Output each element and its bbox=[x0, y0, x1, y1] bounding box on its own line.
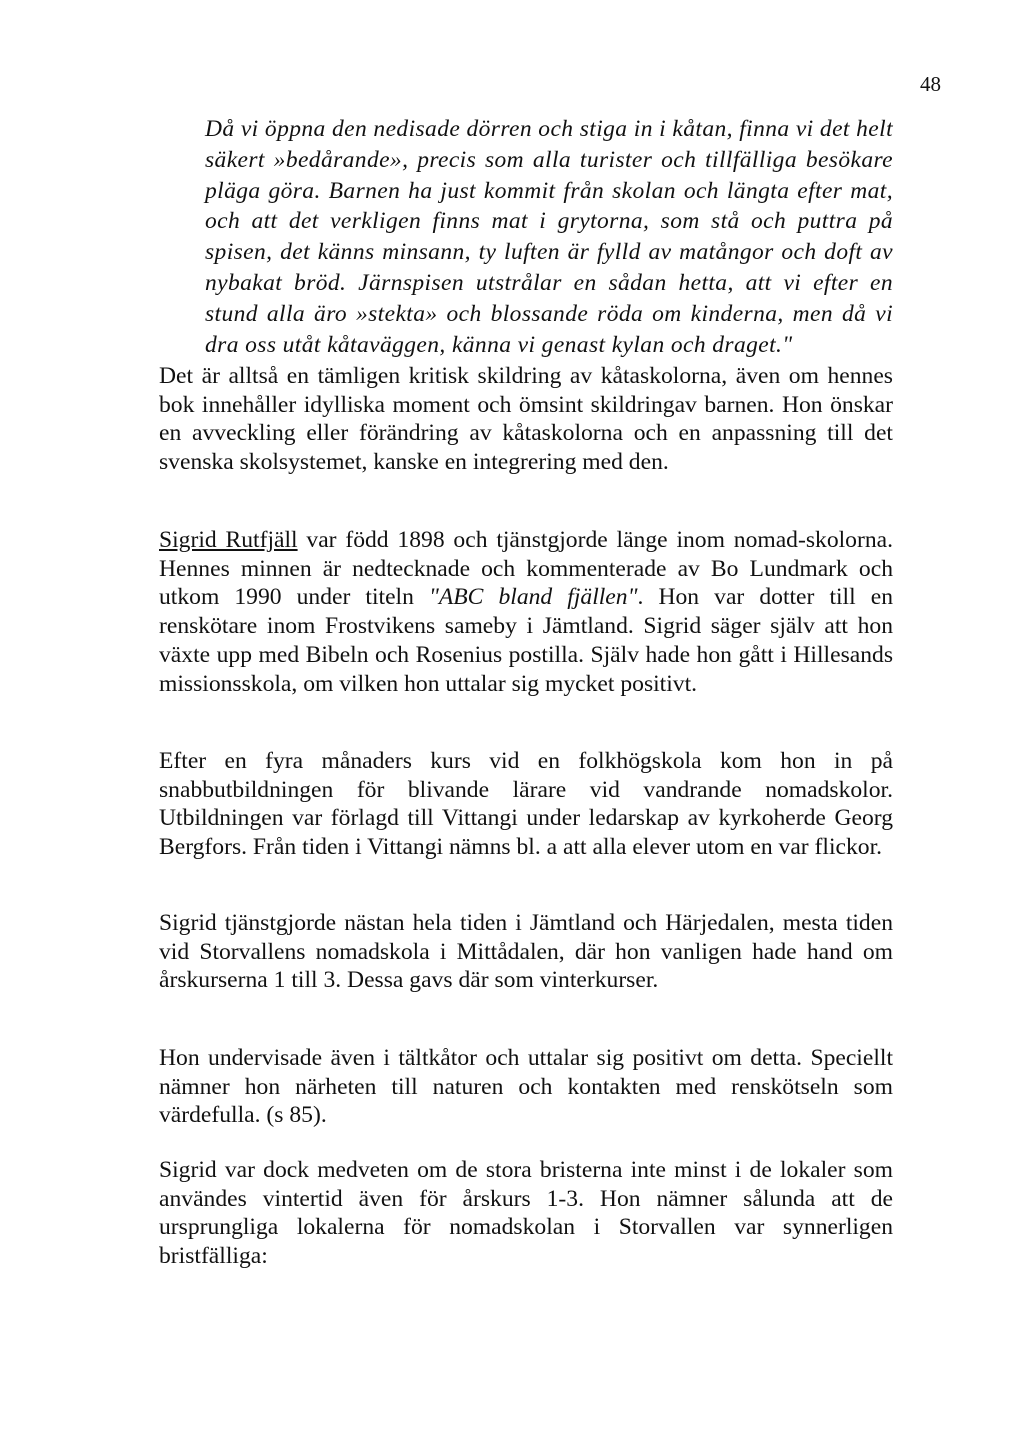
paragraph-tents: Hon undervisade även i tältkåtor och uttalar sig positivt om detta. Speciellt nämner hon närheten till naturen och kontakten med renskötseln som värdefulla. (s 85). bbox=[159, 1045, 893, 1129]
page-number: 48 bbox=[920, 72, 941, 96]
book-title: "ABC bland fjällen" bbox=[428, 584, 638, 611]
paragraph-critique: Det är alltså en tämligen kritisk skildring av kåtaskolorna, även om hennes bok innehåller idylliska moment och ömsint skildringav barnen. Hon önskar en avveckling eller förändring av kåtaskolorna och en anpassning till det svenska skolsystemet, kanske en integrering med den. bbox=[159, 363, 893, 476]
paragraph-service: Sigrid tjänstgjorde nästan hela tiden i Jämtland och Härjedalen, mesta tiden vid Storvallens nomadskola i Mittådalen, där hon vanligen hade hand om årskurserna 1 till 3. Dessa gavs där som vinterkurser. bbox=[159, 910, 893, 994]
block-quote: Då vi öppna den nedisade dörren och stiga in i kåtan, finna vi det helt säkert »bedårande», precis som alla turister och tillfälliga besökare pläga göra. Barnen ha just kommit från skolan och längta efter mat, och att det verkligen finns mat i grytorna, som stå och puttra på spisen, det känns minsann, ty luften är fylld av matångor och doft av nybakat bröd. Järnspisen utstrålar en sådan hetta, att vi efter en stund alla äro »stekta» och blossande röda om kinderna, men då vi dra oss utåt kåtaväggen, känna vi genast kylan och draget." bbox=[205, 116, 893, 358]
paragraph-sigrid-rutfjall bbox=[159, 526, 893, 698]
paragraph-text: var född 1898 och tjänstgjorde länge inom nomad-skolorna. Hennes minnen är nedtecknade och kommenterade av Bo Lundmark och utkom 1990 under titeln bbox=[159, 527, 893, 611]
paragraph-education: Efter en fyra månaders kurs vid en folkhögskola kom hon in på snabbutbildningen för blivande lärare vid vandrande nomadskolor. Utbildningen var förlagd till Vittangi under ledarskap av kyrkoherde Georg Bergfors. Från tiden i Vittangi nämns bl. a att alla elever utom en var flickor. bbox=[159, 748, 893, 861]
paragraph-text: . Hon var dotter till en renskötare inom Frostvikens sameby i Jämtland. Sigrid säger själv att hon växte upp med Bibeln och Rosenius postilla. Själv hade hon gått i Hillesands missionsskola, om vilken hon uttalar sig mycket positivt. bbox=[159, 584, 894, 697]
paragraph-shortcomings: Sigrid var dock medveten om de stora bristerna inte minst i de lokaler som användes vintertid även för årskurs 1-3. Hon nämner sålunda att de ursprungliga lokalerna för nomadskolan i Storvallen var synnerligen bristfälliga: bbox=[159, 1157, 893, 1270]
person-name: Sigrid Rutfjäll bbox=[159, 527, 298, 553]
